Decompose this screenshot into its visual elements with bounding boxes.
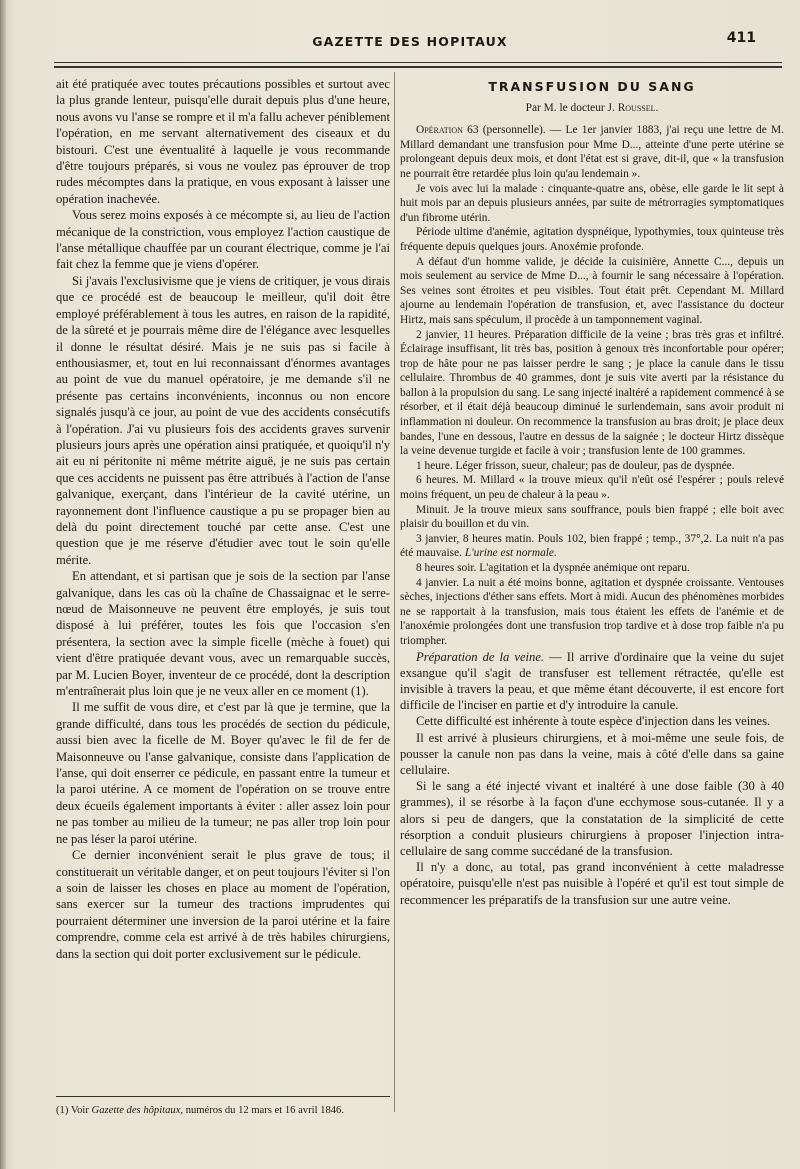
paragraph: 8 heures soir. L'agitation et la dyspnée anémique ont reparu.	[416, 562, 690, 574]
footnote-marker: (1)	[56, 1105, 69, 1116]
paragraph: Période ultime d'anémie, agitation dyspnéique, lypothymies, toux quinteuse très fréquente depuis quelques jours. Anoxémie profonde.	[400, 226, 784, 253]
case-label: Opération	[416, 124, 463, 137]
large-text-section	[400, 649, 784, 908]
paragraph: Si le sang a été injecté vivant et inaltéré à une dose faible (30 à 40 grammes), il se résorbe à la façon d'une ecchymose sous-cutanée. Il y a alors si peu de dangers, que la constatation de la simplicité de cette résorption a conduit plusieurs chirurgiens à proposer l'injection intra-cellulaire de sang comme succédané de la transfusion.	[400, 779, 784, 858]
paragraph: ait été pratiquée avec toutes précautions possibles et surtout avec la plus grande lenteur, puisqu'elle durait depuis plus d'une heure, nous avons vu l'anse se rompre et il m'a fallu achever péniblement l'opération, en me servant alternativement des ciseaux et du bistouri. C'est une éventualité à laquelle je vous recommande d'être toujours préparés, si vous ne voulez pas éprouver de trop rudes mécomptes dans la pratique, en vous exposant à laisser une opération inachevée.	[56, 77, 390, 206]
journal-title: GAZETTE DES HOPITAUX	[312, 34, 508, 49]
author-name: Roussel.	[617, 101, 659, 114]
jan3-text: 3 janvier, 8 heures matin. Pouls 102, bien frappé ; temp., 37°,2. La nuit n'a pas été mauvaise.	[400, 532, 784, 560]
paragraph: Je vois avec lui la malade : cinquante-quatre ans, obèse, elle garde le lit sept à huit mois par an depuis plusieurs années, par suite de métrorragies symptomatiques d'un fibrome utérin.	[400, 182, 784, 224]
header-rule-thick	[54, 66, 782, 68]
paragraph: Vous serez moins exposés à ce mécompte si, au lieu de l'action mécanique de la constriction, vous employez l'action caustique de l'anse métallique chauffée par un courant électrique, comme je l'ai fait chez la femme que je viens d'opérer.	[56, 208, 390, 272]
prep-label: Préparation de la veine.	[416, 649, 545, 664]
column-divider	[394, 72, 395, 1112]
paragraph: 4 janvier. La nuit a été moins bonne, agitation et dyspnée croissante. Ventouses sèches, injections d'éther sans effets. Mort à midi. Aucun des phénomènes morbides ne se rapportait à la transfusion, mais tous étaient les effets de l'anémie et de l'anoxémie prolongées dont une transfusion trop tardive et à dose trop faible n'a pu triompher.	[400, 576, 784, 647]
paragraph: Il me suffit de vous dire, et c'est par là que je termine, que la grande difficulté, dans tous les procédés de section du pédicule, aussi bien avec la ficelle de M. Boyer qu'avec le fil de fer de Maisonneuve ou l'anse galvanique, consiste dans l'application de l'anse, qui doit enserrer ce pédicule, en passant entre la tumeur et la paroi utérine. A ce moment de l'opération on se trouve entre deux écueils également importants à éviter : aller assez loin pour ne pas tomber au milieu de la tumeur; ne pas aller trop loin pour ne pas léser la paroi utérine.	[56, 700, 390, 846]
footnote	[56, 1104, 390, 1118]
page-binding-shadow	[0, 0, 6, 1169]
right-column	[400, 76, 784, 908]
footnote-prefix: Voir	[70, 1105, 89, 1116]
article-title: TRANSFUSION DU SANG	[488, 79, 696, 94]
case-paragraph	[400, 123, 784, 181]
footnote-journal: Gazette des hôpitaux	[91, 1105, 181, 1116]
paragraph: Minuit. Je la trouve mieux sans souffrance, pouls bien frappé ; elle boit avec plaisir du bouillon et du vin.	[400, 503, 784, 531]
paragraph: Cette difficulté est inhérente à toute espèce d'injection dans les veines.	[416, 714, 771, 729]
paragraph: A défaut d'un homme valide, je décide la cuisinière, Annette C..., depuis un mois seulement au service de Mme D..., à fournir le sang nécessaire à l'opération. Ses veines sont étroites et peu visibles. Tout était prêt. Cependant M. Millard ajourne au lendemain l'opération de transfusion, et, avec l'assistance du docteur Hirtz, mais sans spéculum, il procède à un tamponnement vaginal.	[400, 255, 784, 326]
page-number: 411	[726, 30, 756, 46]
article-author	[400, 101, 784, 116]
paragraph: Ce dernier inconvénient serait le plus grave de tous; il constituerait un véritable danger, et on peut toujours l'éviter si l'on a soin de laisser les choses en place au moment de l'opération, sans exercer sur la tumeur des tractions imprudentes qui pourraient déterminer une inversion de la paroi utérine et la faire comprendre, comme cela est arrivé à de très habiles chirurgiens, dans la section qui doit porter exclusivement sur le pédicule.	[56, 848, 390, 961]
jan3-paragraph	[400, 532, 784, 561]
paragraph: 1 heure. Léger frisson, sueur, chaleur; pas de douleur, pas de dyspnée.	[416, 459, 735, 472]
page-header	[60, 30, 760, 54]
prep-paragraph	[400, 649, 784, 714]
paragraph: En attendant, et si partisan que je sois de la section par l'anse galvanique, dans les cas où la chaîne de Chassaignac et le serre-nœud de Maisonneuve ne peuvent être employés, je suis tout disposé à lui préférer, toutes les fois que l'occasion s'en présentera, la section avec la simple ficelle (mèche à fouet) qui vient d'être pratiquée devant vous, avec un remarquable succès, par M. Lucien Boyer, inventeur de ce procédé, dont la description m'entraînerait plus loin que je ne veux aller en ce moment (1).	[56, 569, 390, 699]
case-text: 63 (personnelle). — Le 1er janvier 1883, j'ai reçu une lettre de M. Millard demandant une transfusion pour Mme D..., atteinte d'une perte utérine se prolongeant depuis deux mois, et dont l'état est si grave, dit-il, que « la transfusion ne pourrait être retardée plus loin qu'au lendemain ».	[400, 124, 784, 180]
paragraph: 2 janvier, 11 heures. Préparation difficile de la veine ; bras très gras et infiltré. Éclairage insuffisant, lit très bas, position à genoux très inconfortable pour opérer; trop de hâte pour ne pas laisser perdre le sang ; je place la canule dans le tissu cellulaire. Thrombus de 40 grammes, dont je suis vite averti par la résistance du ballon à la propulsion du sang. Le sang injecté inaltéré a rapidement commencé à se résorber, et il était déjà beaucoup diminué le surlendemain, sans avoir produit ni inflammation ni douleur. On recommence la transfusion au bras droit; je place deux bandes, l'une en dessous, l'autre en dessus de la saignée ; le docteur Hirtz dissèque la veine devenue turgide et facile à voir ; transfusion lente de 100 grammes.	[400, 328, 784, 458]
footnote-rule	[56, 1096, 390, 1097]
author-prefix: Par M. le docteur J.	[525, 101, 618, 114]
paragraph: Il n'y a donc, au total, pas grand inconvénient à cette maladresse opératoire, puisqu'elle n'est pas nuisible à l'opéré et qu'il est tout simple de recommencer les préparatifs de la transfusion sur une autre veine.	[400, 860, 784, 907]
footnote-suffix: , numéros du 12 mars et 16 avril 1846.	[180, 1105, 344, 1116]
prep-text: — Il arrive d'ordinaire que la veine du sujet exsangue qu'il s'agit de transfuser est tellement rétractée, qu'elle est invisible à travers la peau, et que même étant découverte, il est encore fort difficile de l'inciser en partie et d'y introduire la canule.	[400, 649, 784, 713]
left-column	[56, 76, 390, 962]
paragraph: Si j'avais l'exclusivisme que je viens de critiquer, je vous dirais que ce procédé est de beaucoup le meilleur, qu'il doit être employé préférablement à tous les autres, en raison de la rapidité, de la sûreté et je pourrais même dire de l'élégance avec lesquelles il donne le résultat désiré. Mais je ne suis pas si facile à enthousiasmer, et, tout en lui reconnaissant d'énormes avantages au point de vue du manuel opératoire, je me demande s'il ne présente pas certains inconvénients, inconnus ou non encore signalés jusqu'à ce jour, au point de vue des accidents consécutifs à l'opération. J'ai vu plusieurs fois des accidents graves survenir plusieurs jours après une opération ainsi pratiquée, et quoiqu'il n'y ait eu ni péritonite ni même métrite aiguë, je ne suis pas certain que ces accidents ne puissent pas être attribués à l'action de l'anse galvanique, exerçant, dans l'intérieur de la cavité utérine, un rayonnement dont l'influence caustique a pu se propager bien au delà du point directement touché par cette anse. C'est une question que je me réserve d'étudier avec tout le soin qu'elle mérite.	[56, 273, 390, 567]
paragraph: Il est arrivé à plusieurs chirurgiens, et à moi-même une seule fois, de pousser la canule non pas dans la veine, mais à côté d'elle dans sa gaine cellulaire.	[400, 730, 784, 777]
urine-note: L'urine est normale.	[464, 547, 557, 560]
paragraph: 6 heures. M. Millard « la trouve mieux qu'il n'eût osé l'espérer ; pouls relevé moins fréquent, un peu de chaleur à la peau ».	[400, 474, 784, 502]
header-rule	[54, 62, 782, 63]
